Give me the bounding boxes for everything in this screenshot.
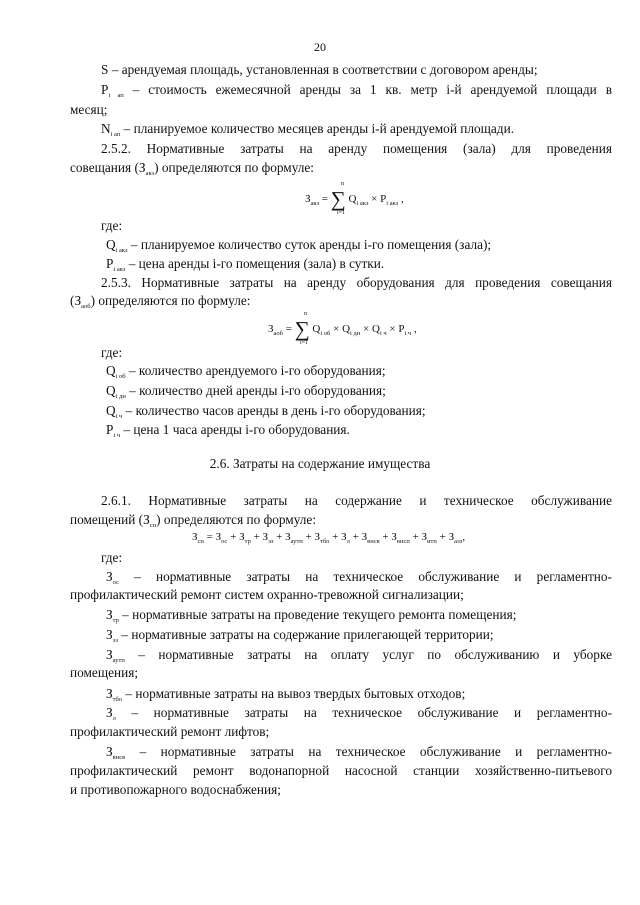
math-symbol: З <box>106 607 113 622</box>
text-line: профилактический ремонт лифтов; <box>70 724 270 739</box>
plus-sign: + <box>349 531 362 543</box>
math-subscript: i об <box>115 373 126 380</box>
math-symbol: P <box>106 256 114 271</box>
formula-term-subscript: л <box>346 538 350 545</box>
text-line: профилактический ремонт водонапорной насосной станции хозяйственно-питьевого <box>70 763 612 778</box>
math-symbol: З <box>143 512 150 527</box>
text-line: помещения; <box>70 665 139 680</box>
text-line: $Q_{i дн}$ – количество дней аренды i-го оборудования; <box>106 383 386 400</box>
formula-term: З <box>262 531 269 543</box>
math-subscript: аоб <box>81 303 91 310</box>
text-line: $P_{i ч}$ – цена 1 часа аренды i-го оборудования. <box>106 422 350 439</box>
formula-terms <box>216 531 465 543</box>
text-line: помещений $(З_{сп})$ определяются по формуле: <box>70 512 317 529</box>
plus-sign: + <box>436 531 449 543</box>
math-subscript: внсв <box>112 754 126 761</box>
paragraph-line: 2.5.3. Нормативные затраты на аренду оборудования для проведения совещания <box>101 275 612 290</box>
formula-term: З <box>314 531 321 543</box>
plus-sign: + <box>227 531 240 543</box>
text-line: $З_{тбо}$ – нормативные затраты на вывоз твердых бытовых отходов; <box>106 686 466 703</box>
formula-rent-hall: $З_{акз}$ = ∑ $Q_{i акз} \times P_{i акз}$ , <box>305 187 404 211</box>
plus-sign: + <box>302 531 315 543</box>
formula-term-subscript: эз <box>268 538 274 545</box>
formula-term-subscript: внсв <box>367 538 380 545</box>
plus-sign: + <box>329 531 342 543</box>
formula-rent-equipment: $З_{аоб}$ = ∑ $Q_{i об} \times Q_{i дн} \times Q_{i ч} \times P_{i ч}$ , <box>268 317 417 341</box>
plus-sign: + <box>273 531 286 543</box>
math-symbol: Q <box>106 383 116 398</box>
text-line: где: <box>101 550 123 565</box>
math-subscript: сп <box>149 522 157 529</box>
math-subscript: i ч <box>113 432 121 439</box>
text-line: S – арендуемая площадь, установленная в соответствии с договором аренды; <box>101 62 538 77</box>
text-line: месяц; <box>70 102 108 117</box>
math-symbol: Q <box>106 363 116 378</box>
formula-term: З <box>421 531 428 543</box>
text-line: $P_{i акз}$ – цена аренды i-го помещения (зала) в сутки. <box>106 256 385 273</box>
math-symbol: З <box>106 627 113 642</box>
text-line: $З_л$ – нормативные затраты на техническое обслуживание и регламентно- <box>106 705 612 722</box>
section-title: 2.6. Затраты на содержание имущества <box>209 456 431 471</box>
math-symbol: Q <box>106 403 116 418</box>
formula-term: З <box>361 531 368 543</box>
paragraph-line: 2.6.1. Нормативные затраты на содержание и техническое обслуживание <box>101 493 612 508</box>
plus-sign: + <box>409 531 422 543</box>
page-number: 20 <box>314 40 326 54</box>
math-subscript: i акз <box>113 266 126 273</box>
text-line: $Q_{i об}$ – количество арендуемого i-го оборудования; <box>106 363 386 380</box>
formula-end: , <box>462 531 466 543</box>
formula-term-subscript: ос <box>221 538 228 545</box>
text-line: $З_{ос}$ – нормативные затраты на техническое обслуживание и регламентно- <box>106 569 612 586</box>
math-symbol: З <box>74 293 82 308</box>
text-line: профилактический ремонт систем охранно-тревожной сигнализации; <box>70 587 464 602</box>
text-line: где: <box>101 345 123 360</box>
plus-sign: + <box>379 531 392 543</box>
math-subscript: i акз <box>115 247 128 254</box>
math-symbol: З <box>138 160 146 175</box>
formula-term-subscript: тр <box>244 538 251 545</box>
formula-term: З <box>215 531 222 543</box>
formula-term: З <box>239 531 245 543</box>
math-symbol: З <box>106 569 113 584</box>
paragraph-line: 2.5.2. Нормативные затраты на аренду помещения (зала) для проведения <box>101 141 612 156</box>
sum-symbol: ∑ <box>330 187 346 211</box>
formula-term: З <box>391 531 397 543</box>
text-line: $Q_{i ч}$ – количество часов аренды в день i-го оборудования; <box>106 403 426 420</box>
formula-term: З <box>448 531 455 543</box>
math-symbol: P <box>106 422 114 437</box>
text-line: $З_{тр}$ – нормативные затраты на проведение текущего ремонта помещения; <box>106 607 517 624</box>
formula-maintenance: $З_{сп} = З_{ос} + З_{тр} + З_{эз} + З_{аутп} + З_{тбо} + З_л + З_{внсв} + З_{внсп} + З_{итп} + З_{аэз}$, <box>192 531 466 545</box>
text-line: $З_{внсв}$ – нормативные затраты на техническое обслуживание и регламентно- <box>106 744 612 761</box>
math-subscript: i ап <box>108 92 124 99</box>
text-line: $З_{эз}$ – нормативные затраты на содержание прилегающей территории; <box>106 627 494 644</box>
sum-upper-limit: n <box>304 311 307 317</box>
math-subscript: тр <box>112 617 119 624</box>
formula-term-subscript: аутп <box>290 538 303 545</box>
sum-upper-limit: n <box>341 181 344 187</box>
text-line: где: <box>101 218 123 233</box>
math-subscript: i дн <box>115 393 126 400</box>
math-symbol: З <box>106 686 113 701</box>
math-symbol: Q <box>106 237 116 252</box>
math-symbol: З <box>106 744 113 759</box>
text-line: $З_{аутп}$ – нормативные затраты на оплату услуг по обслуживанию и уборке <box>106 647 612 664</box>
formula-term-subscript: тбо <box>320 538 330 545</box>
sum-symbol: ∑ <box>294 317 310 341</box>
line-text: – стоимость ежемесячной аренды за 1 кв. метр i-й арендуемой площади в <box>132 82 612 97</box>
math-subscript: ос <box>112 579 119 586</box>
math-subscript: тбо <box>112 696 123 703</box>
text-line: и противопожарного водоснабжения; <box>70 782 281 797</box>
text-line: $Q_{i акз}$ – планируемое количество суток аренды i-го помещения (зала); <box>106 237 492 254</box>
formula-term-subscript: итп <box>427 538 437 545</box>
line-text: – планируемое количество месяцев аренды i-й арендуемой площади. <box>123 121 515 136</box>
math-subscript: акз <box>145 170 155 177</box>
math-subscript: эз <box>112 637 119 644</box>
math-subscript: i ч <box>115 413 123 420</box>
math-subscript: л <box>112 715 116 722</box>
text-line <box>101 121 514 140</box>
formula-term-subscript: аэз <box>454 538 463 545</box>
math-symbol: P <box>101 82 109 97</box>
formula-term: З <box>341 531 347 543</box>
sum-lower-limit: i=1 <box>300 340 309 346</box>
plus-sign: + <box>250 531 263 543</box>
math-symbol: N <box>101 121 111 136</box>
math-symbol: З <box>106 647 113 662</box>
sum-lower-limit: i=1 <box>337 210 346 216</box>
math-subscript: i ап <box>110 131 121 138</box>
math-subscript: аутп <box>112 657 125 664</box>
formula-term-subscript: внсп <box>396 538 410 545</box>
text-line: совещания $(З_{акз})$ определяются по формуле: <box>70 160 315 177</box>
math-symbol: З <box>106 705 113 720</box>
formula-term: З <box>285 531 291 543</box>
text-line: $(З_{аоб})$ определяются по формуле: <box>70 293 251 310</box>
text-line <box>101 82 612 101</box>
